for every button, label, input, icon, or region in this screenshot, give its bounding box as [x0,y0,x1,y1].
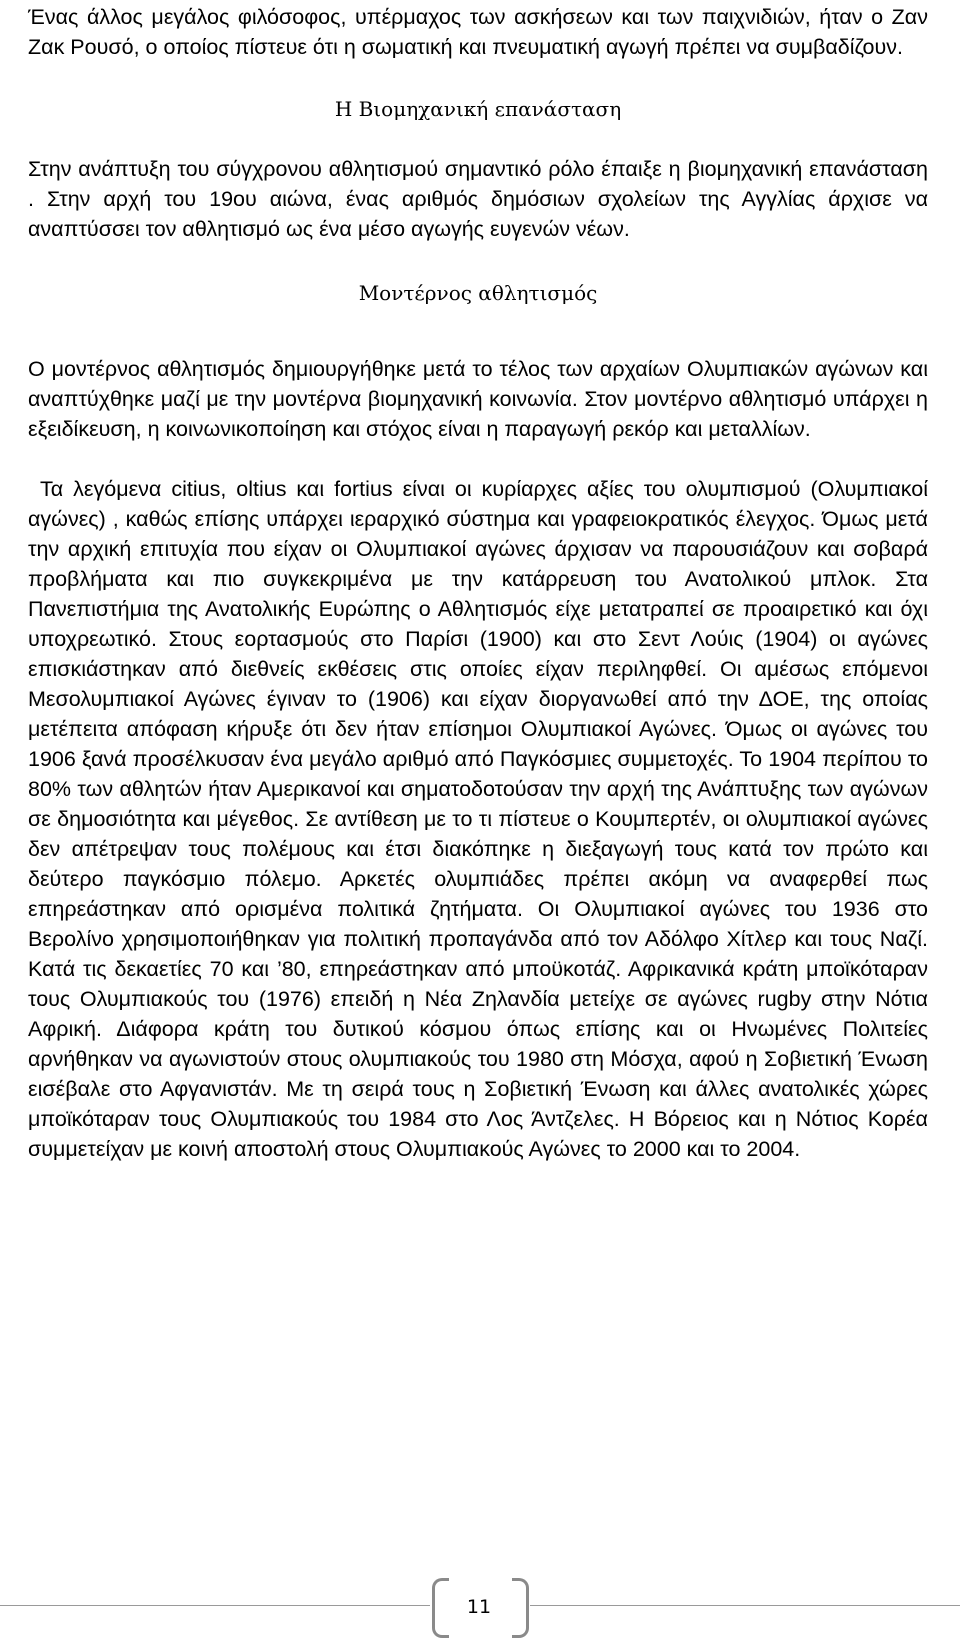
footer-rule-left [0,1605,430,1606]
modern-sport-paragraph: Ο μοντέρνος αθλητισμός δημιουργήθηκε μετά το τέλος των αρχαίων Ολυμπιακών αγώνων και αναπτύχθηκε μαζί με την μοντέρνα βιομηχανική κοινωνία. Στον μοντέρνο αθλητισμό υπάρχει η εξειδίκευση, η κοινωνικοποίηση και στόχος είναι η παραγωγή ρεκόρ και μεταλλίων. [28,357,928,441]
intro-paragraph: Ένας άλλος μεγάλος φιλόσοφος, υπέρμαχος των ασκήσεων και των παιχνιδιών, ήταν ο Ζαν Ζακ Ρουσό, ο οποίος πίστευε ότι η σωματική και πνευματική αγωγή πρέπει να συμβαδίζουν. [28,5,928,59]
olympism-paragraph: Τα λεγόμενα citius, oltius και fortius είναι οι κυρίαρχες αξίες του ολυμπισμού (Ολυμπιακοί αγώνες) , καθώς επίσης υπάρχει ιεραρχικό σύστημα και γραφειοκρατικός έλεγχος. Όμως μετά την αρχική επιτυχία που είχαν οι Ολυμπιακοί αγώνες άρχισαν να παρουσιάζουν και σοβαρά προβλήματα και πιο συγκεκριμένα με την κατάρρευση του Ανατολικού μπλοκ. Στα Πανεπιστήμια της Ανατολικής Ευρώπης ο Αθλητισμός είχε μετατραπεί σε προαιρετικό και όχι υποχρεωτικό. Στους εορτασμούς στο Παρίσι (1900) και στο Σεντ Λούις (1904) οι αγώνες επισκιάστηκαν από διεθνείς εκθέσεις στις οποίες είχαν περιληφθεί. Οι αμέσως επόμενοι Μεσολυμπιακοί Αγώνες έγιναν το (1906) και είχαν διοργανωθεί από την ΔΟΕ, της οποίας μετέπειτα απόφαση κήρυξε ότι δεν ήταν επίσημοι Ολυμπιακοί Αγώνες. Όμως οι αγώνες του 1906 ξανά προσέλκυσαν ένα μεγάλο αριθμό από Παγκόσμιες συμμετοχές. Το 1904 περίπου το 80% των αθλητών ήταν Αμερικανοί και σηματοδοτούσαν την αρχή της Ανάπτυξης των αγώνων σε δημοσιότητα και μέγεθος. Σε αντίθεση με το τι πίστευε ο Κουμπερτέν, οι ολυμπιακοί αγώνες δεν απέτρεψαν τους πολέμους και έτσι διακόπηκε η διεξαγωγή τους κατά τον πρώτο και δεύτερο παγκόσμιο πόλεμο. Αρκετές ολυμπιάδες πρέπει ακόμη να αναφερθεί πως επηρεάστηκαν από ορισμένα πολιτικά ζητήματα. Οι Ολυμπιακοί αγώνες του 1936 στο Βερολίνο χρησιμοποιήθηκαν για πολιτική προπαγάνδα από τον Αδόλφο Χίτλερ και τους Ναζί. Κατά τις δεκαετίες 70 και ’80, επηρεάστηκαν από μποϋκοτάζ. Αφρικανικά κράτη μποϊκόταραν τους Ολυμπιακούς του (1976) επειδή η Νέα Ζηλανδία μετείχε σε αγώνες rugby στην Νότια Αφρική. Διάφορα κράτη του δυτικού κόσμου όπως επίσης και οι Ηνωμένες Πολιτείες αρνήθηκαν να αγωνιστούν στους ολυμπιακούς του 1980 στη Μόσχα, αφού η Σοβιετική Ένωση εισέβαλε στο Αφγανιστάν. Με τη σειρά τους η Σοβιετική Ένωση και άλλες ανατολικές χώρες μποϊκόταραν τους Ολυμπιακούς του 1984 στο Λος Άντζελες. Η Βόρειος και η Νότιος Κορέα συμμετείχαν με κοινή αποστολή στους Ολυμπιακούς Αγώνες το 2000 και το 2004. [28,477,928,1161]
industrial-revolution-heading: Η Βιομηχανική επανάσταση [334,97,622,121]
document-page [28,0,928,1164]
page-number: 11 [466,1596,492,1618]
modern-sport-heading: Μοντέρνος αθλητισμός [358,281,598,305]
page-footer [0,1578,960,1638]
right-brace-icon [512,1578,529,1638]
footer-rule-right [530,1605,960,1606]
industrial-revolution-paragraph: Στην ανάπτυξη του σύγχρονου αθλητισμού σημαντικό ρόλο έπαιξε η βιομηχανική επανάσταση . Στην αρχή του 19ου αιώνα, ένας αριθμός δημόσιων σχολείων της Αγγλίας άρχισε να αναπτύσσει τον αθλητισμό ως ένα μέσο αγωγής ευγενών νέων. [28,157,928,241]
